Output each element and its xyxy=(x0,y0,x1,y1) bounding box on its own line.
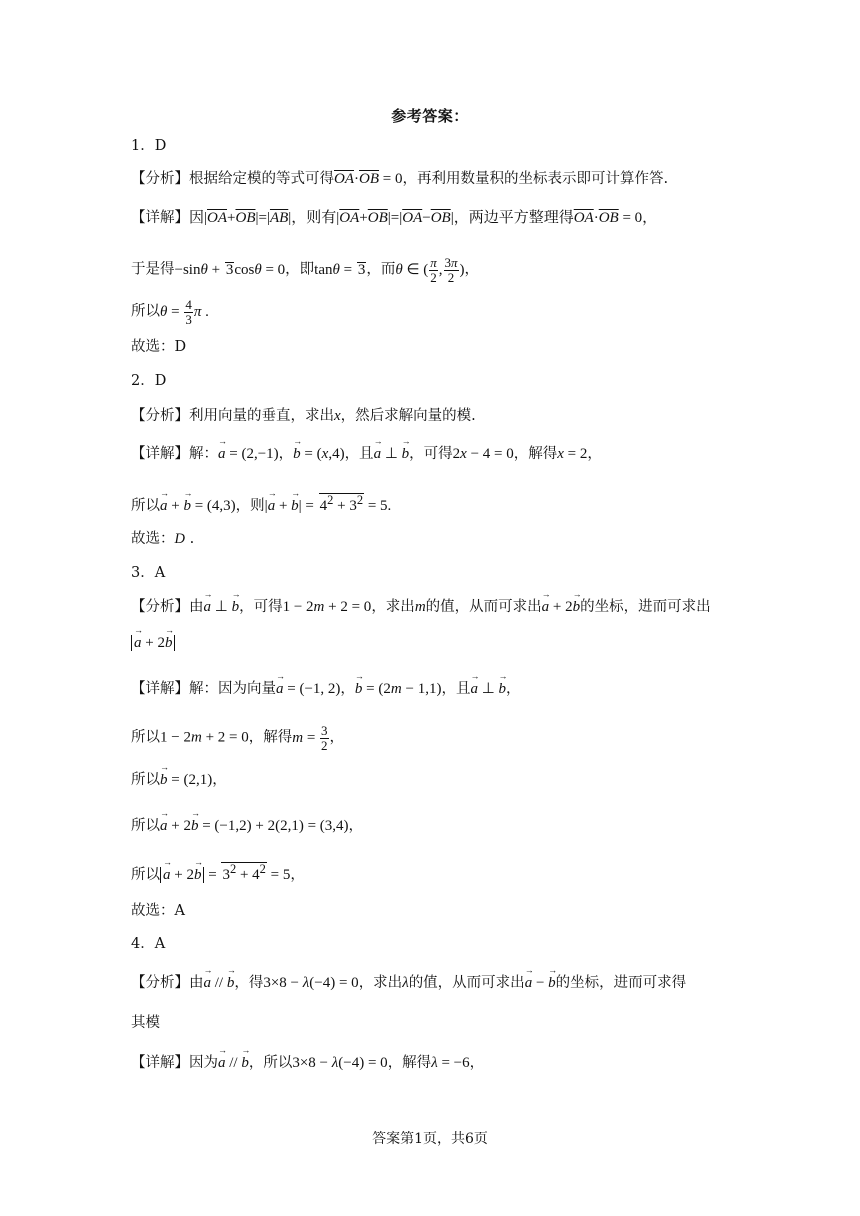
q3-analysis-d: 的值，从而可求出 xyxy=(425,599,542,615)
q3-analysis-2 xyxy=(131,636,175,651)
page-footer: 答案第1页，共6页 xyxy=(372,1131,488,1147)
q2-answer: 故选：D . xyxy=(131,531,195,547)
q2-analysis xyxy=(131,409,476,424)
q1-detail-2: 于是得−sinθ + 3cosθ = 0，即tanθ = 3，而θ ∈ ( $\frac{\pi}{2}$ , $\frac{3\pi}{2}$ )， xyxy=(131,255,480,285)
q1-analysis-tail: ，再利用数量积的坐标表示即可计算作答. xyxy=(402,171,669,187)
q2-analysis-b: ，然后求解向量的模. xyxy=(340,408,476,424)
q3-analysis-a: 由 xyxy=(189,599,204,615)
q3-l2-mid: ，解得 xyxy=(248,729,293,746)
q3-l2-pre: 所以 xyxy=(131,729,160,746)
q1-detail-b-tan: tanθ = 3 xyxy=(314,261,366,278)
q3-detail-a-expr1: → a = (−1, 2) xyxy=(276,681,340,697)
q1-analysis xyxy=(131,172,668,187)
q1-answer: 故选：D xyxy=(131,339,187,355)
q2-answer-letter: D xyxy=(174,531,185,547)
q2-analysis-a: 利用向量的垂直，求出 xyxy=(189,408,334,424)
q1-detail-b-expr: −sinθ + 3cosθ = 0 xyxy=(174,261,286,278)
q2-detail-a-and: ，且 xyxy=(344,446,374,462)
q3-analysis-b: ，可得 xyxy=(239,599,283,615)
q1-analysis-tag: 【分析】 xyxy=(131,171,189,187)
page-title: 参考答案： xyxy=(391,107,469,125)
q4-analysis-tag: 【分析】 xyxy=(131,975,189,991)
q3-detail-2: 所以1 − 2m + 2 = 0，解得m = $\frac{3}{2}$ ， xyxy=(131,723,345,753)
q4-analysis-var: λ xyxy=(402,975,409,991)
q4-analysis xyxy=(131,976,686,991)
q4-analysis-par: → a // → b xyxy=(204,975,235,991)
q4-detail-c: ，解得 xyxy=(387,1055,432,1071)
q4-analysis-e: 的坐标，进而可求得 xyxy=(555,975,687,991)
q3-l2-expr2: m = $\frac{3}{2}$ xyxy=(292,723,328,753)
q2-detail-a-expr2: → b = (x,4) xyxy=(293,446,344,462)
q1-detail-c-pre: 所以 xyxy=(131,303,160,320)
q3-analysis-e: 的坐标，进而可求出 xyxy=(580,599,711,615)
q2-number: 2．D xyxy=(131,373,167,389)
q4-detail-par: → a // → b xyxy=(218,1055,249,1071)
q4-detail-expr: 3×8 − λ(−4) = 0 xyxy=(292,1055,388,1071)
q2-detail-a-perp: → a ⊥ → b xyxy=(374,446,410,462)
q3-l5-expr: → $a + 2\to b = 3^2 + 4^2 = 5$ xyxy=(160,867,290,883)
q3-detail-a-tail: ，且 xyxy=(441,681,471,697)
q3-detail-a-perp: → a ⊥ → b xyxy=(470,681,506,697)
q3-detail-a-expr2: → b = (2m − 1,1) xyxy=(355,681,442,697)
q1-detail-c-expr: θ = $\frac{4}{3}$ π . xyxy=(160,297,209,327)
q3-analysis xyxy=(131,600,711,615)
q4-analysis-a: 由 xyxy=(189,975,204,991)
q3-detail-5: 所以 → $a + 2\to b = 3^2 + 4^2 = 5$， xyxy=(131,862,305,883)
q3-answer: 故选：A xyxy=(131,903,185,919)
q3-analysis-var: m xyxy=(414,599,426,615)
q4-detail-a: 因为 xyxy=(189,1055,218,1071)
q2-analysis-var: x xyxy=(334,408,341,424)
q2-detail-b-expr1: → a + → b = (4,3) xyxy=(160,498,236,514)
q4-analysis-expr: 3×8 − λ(−4) = 0 xyxy=(263,975,359,991)
q2-detail-a-expr1: → a = (2,−1) xyxy=(218,446,279,462)
q3-l4-pre: 所以 xyxy=(131,818,160,834)
q3-detail-4: 所以→ a + 2→ b = (−1,2) + 2(2,1) = (3,4)， xyxy=(131,819,363,834)
q1-detail-tag: 【详解】 xyxy=(131,210,189,226)
q2-detail-tag: 【详解】 xyxy=(131,446,189,462)
q2-detail-b-pre: 所以 xyxy=(131,498,160,514)
q3-analysis-perp: → a ⊥ → b xyxy=(204,599,240,615)
q4-detail-tag: 【详解】 xyxy=(131,1055,189,1071)
q3-l4-expr: → a + 2→ b = (−1,2) + 2(2,1) = (3,4) xyxy=(160,818,349,834)
q4-detail-expr2: λ = −6 xyxy=(431,1055,470,1071)
q4-number: 4．A xyxy=(131,936,166,952)
q3-detail-tag: 【详解】 xyxy=(131,681,189,697)
q3-analysis-vec: → a + 2→ b xyxy=(542,599,580,615)
q3-l3-expr: → b = (2,1) xyxy=(160,772,212,788)
q1-number: 1．D xyxy=(131,138,167,154)
q2-analysis-tag: 【分析】 xyxy=(131,408,189,424)
q2-detail-b-expr2: |→ a + → $b| = 4^2 + 3^2 = 5$. xyxy=(265,498,392,514)
q3-l5-pre: 所以 xyxy=(131,867,160,883)
q4-detail-1: 【详解】因为→ a // → b，所以3×8 − λ(−4) = 0，解得λ = −6， xyxy=(131,1056,484,1071)
q4-analysis-b: ，得 xyxy=(234,975,264,991)
q2-detail-a-tail2: ，解得 xyxy=(513,446,558,462)
q1-detail-b-and: ，而 xyxy=(366,261,396,278)
q3-detail-a: 解：因为向量 xyxy=(189,681,276,697)
q2-detail-a-expr3: 2x − 4 = 0 xyxy=(452,446,514,462)
q4-analysis-c: ，求出 xyxy=(358,975,403,991)
q3-analysis-tag: 【分析】 xyxy=(131,599,189,615)
q1-detail-b-pre: 于是得 xyxy=(131,261,175,278)
q3-l2-expr: 1 − 2m + 2 = 0 xyxy=(160,729,249,746)
q3-detail-1: 【详解】解：因为向量→ a = (−1, 2)，→ b = (2m − 1,1)，且→ a ⊥ → b， xyxy=(131,682,521,697)
q4-analysis-d: 的值，从而可求出 xyxy=(408,975,525,991)
q1-detail-b-mid: ，即 xyxy=(285,261,315,278)
q4-analysis-f: 其模 xyxy=(131,1015,160,1031)
q1-analysis-expr: $\overline{OA}\cdot\overline{OB} = 0$ xyxy=(334,171,403,187)
q3-number: 3．A xyxy=(131,565,166,581)
q3-analysis-c: ，求出 xyxy=(371,599,415,615)
q1-detail-text-a: 因$|\overline{OA}+\overline{OB}|=|\overline{AB}|$，则有$|\overline{OA}+\overline{OB}|=|\overline{OA}-\overline{OB}|$，两边平方整理得$\overline{OA}\cdot\overline{OB} = 0$， xyxy=(189,210,658,226)
q3-l3-pre: 所以 xyxy=(131,772,160,788)
q1-analysis-text: 根据给定模的等式可得 xyxy=(189,171,334,187)
q1-detail-3 xyxy=(131,298,209,326)
q2-detail-a-expr4: x = 2 xyxy=(557,446,588,462)
q2-detail-a-tail1: ，可得 xyxy=(409,446,453,462)
q1-detail-1 xyxy=(131,211,657,226)
q4-analysis-vec: → a − → b xyxy=(525,975,556,991)
q3-analysis-expr: 1 − 2m + 2 = 0 xyxy=(282,599,372,615)
q2-answer-pre: 故选： xyxy=(131,531,175,547)
q2-detail-b-then: ，则 xyxy=(235,498,265,514)
q1-detail-b-range: θ ∈ ( $\frac{\pi}{2}$ , $\frac{3\pi}{2}$ ) xyxy=(395,255,465,285)
q2-detail-a: 解： xyxy=(189,446,218,462)
q3-detail-3: 所以→ b = (2,1)， xyxy=(131,773,227,788)
q3-analysis-abs: → a + 2→ b xyxy=(131,635,175,651)
q2-detail-2 xyxy=(131,493,391,514)
q2-detail-1: 【详解】解：→ a = (2,−1)，→ b = (x,4)，且→ a ⊥ → b，可得2x − 4 = 0，解得x = 2， xyxy=(131,447,602,462)
q4-detail-b: ，所以 xyxy=(248,1055,293,1071)
